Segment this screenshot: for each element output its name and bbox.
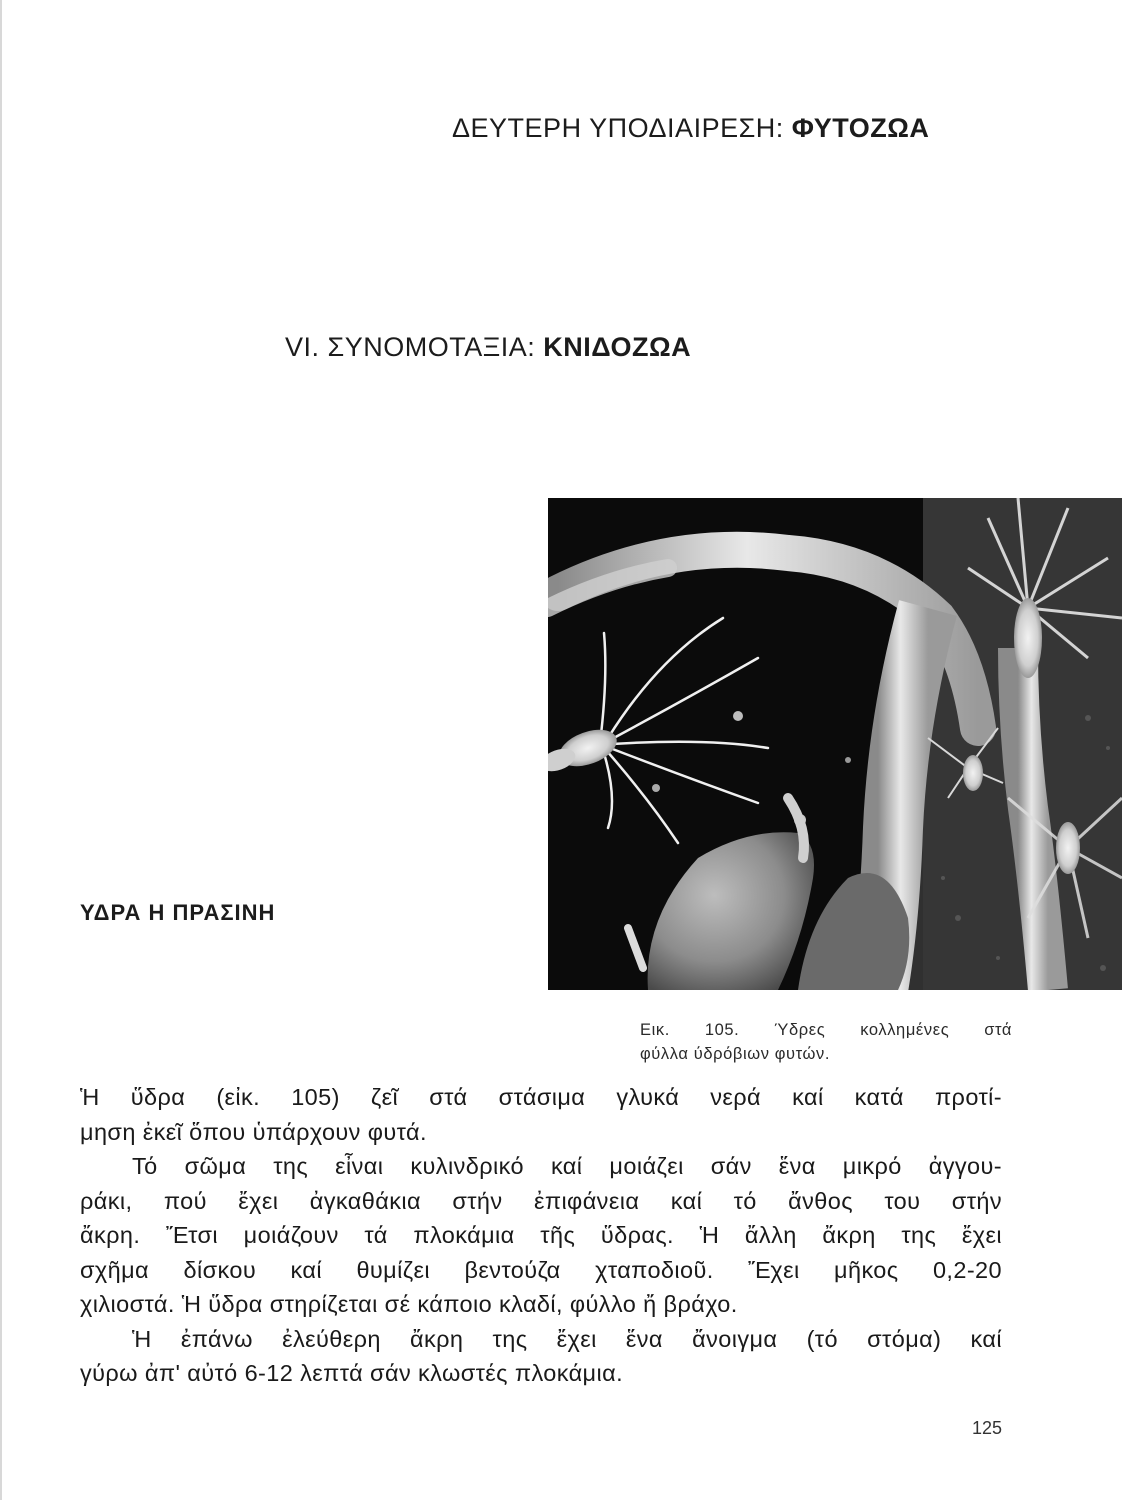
paragraph-line: Τό σῶμα της εἶναι κυλινδρικό καί μοιάζει σάν ἕνα μικρό ἀγγου- [132, 1153, 1002, 1179]
paragraph-line: Ἡ ἐπάνω ἐλεύθερη ἄκρη της ἔχει ἕνα ἄνοιγμα (τό στόμα) καί [132, 1325, 1002, 1352]
paragraph-line: σχῆμα δίσκου καί θυμίζει βεντούζα χταποδιοῦ. Ἔχει μῆκος 0,2-20 [80, 1256, 1002, 1283]
page-edge [0, 0, 2, 1500]
paragraph-line: ράκι, πού ἔχει ἀγκαθάκια στήν ἐπιφάνεια καί τό ἄνθος του στήν [80, 1187, 1002, 1214]
phylum-heading [285, 332, 845, 363]
phylum-name: ΚΝΙΔΟΖΩΑ [543, 332, 692, 362]
paragraph-line: ἄκρη. Ἔτσι μοιάζουν τά πλοκάμια τῆς ὕδρας. Ἡ ἄλλη ἄκρη της ἔχει [80, 1222, 1002, 1248]
hydra-photo-drawing [548, 498, 1122, 990]
paragraph-line: Ἡ ὕδρα (εἰκ. 105) ζεῖ στά στάσιμα γλυκά νερά καί κατά προτί- [80, 1084, 1002, 1110]
subdivision-name: ΦΥΤΟΖΩΑ [791, 113, 930, 143]
caption-line: φύλλα ύδρόβιων φυτών. [640, 1045, 831, 1063]
figure-caption [640, 1018, 1012, 1066]
paragraph-line: μηση ἐκεῖ ὅπου ὑπάρχουν φυτά. [80, 1118, 427, 1145]
paragraph-line: γύρω ἀπ' αὐτό 6-12 λεπτά σάν κλωστές πλοκάμια. [80, 1360, 624, 1386]
body-text [80, 1080, 1002, 1391]
subdivision-prefix: ΔΕΥΤΕΡΗ ΥΠΟΔΙΑΙΡΕΣΗ: [452, 113, 792, 143]
caption-line: Εικ. 105. Ύδρες κολλημένες στά [640, 1021, 1012, 1039]
subdivision-heading [452, 113, 1012, 144]
hydra-photo [548, 498, 1122, 990]
species-heading: ΥΔΡΑ Η ΠΡΑΣΙΝΗ [80, 900, 276, 925]
phylum-prefix: VI. ΣΥΝΟΜΟΤΑΞΙΑ: [285, 332, 544, 362]
page-number: 125 [972, 1418, 1003, 1438]
paragraph-line: χιλιοστά. Ἡ ὕδρα στηρίζεται σέ κάποιο κλαδί, φύλλο ἤ βράχο. [80, 1291, 738, 1317]
